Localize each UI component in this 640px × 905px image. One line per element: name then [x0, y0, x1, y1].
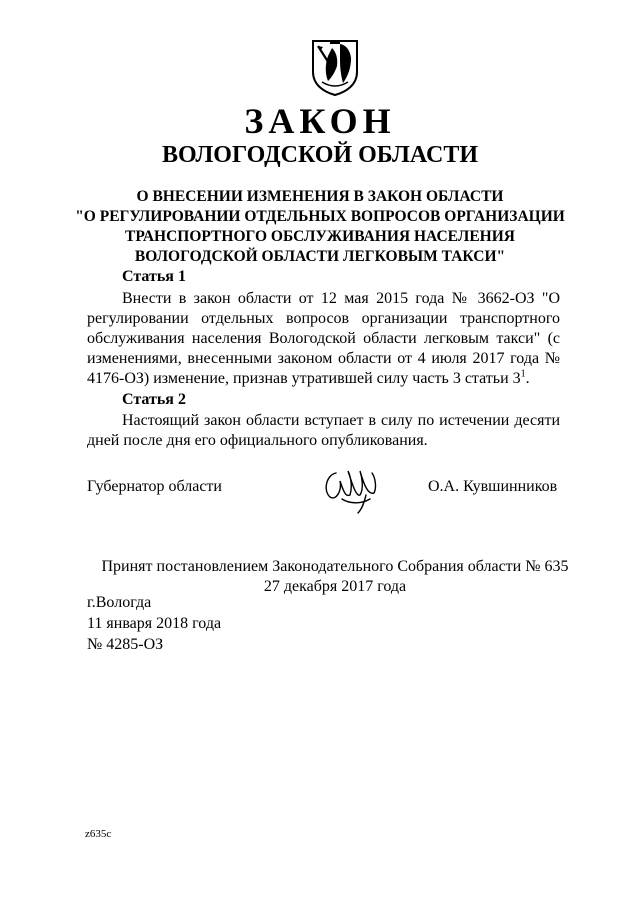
- document-code: z635c: [85, 828, 112, 840]
- footer-date: 11 января 2018 года: [87, 615, 222, 632]
- article-2-text: Настоящий закон области вступает в силу по истечении десяти дней после дня его официального опубликования.: [87, 412, 560, 449]
- footer-block: [87, 592, 221, 655]
- region-title: ВОЛОГОДСКОЙ ОБЛАСТИ: [161, 142, 479, 168]
- law-heading: [60, 187, 580, 267]
- heading-line: О ВНЕСЕНИИ ИЗМЕНЕНИЯ В ЗАКОН ОБЛАСТИ: [136, 188, 504, 205]
- article-2-title: Статья 2: [122, 391, 186, 408]
- signature-icon: [320, 465, 382, 515]
- article-1-title: Статья 1: [122, 268, 186, 285]
- article-1-text: [87, 289, 560, 389]
- article-1-superscript: 1: [520, 368, 526, 380]
- heading-line: "О РЕГУЛИРОВАНИИ ОТДЕЛЬНЫХ ВОПРОСОВ ОРГАНИЗАЦИИ: [75, 208, 565, 225]
- adoption-note: [80, 557, 590, 597]
- article-1-body: Внести в закон области от 12 мая 2015 года № 3662-ОЗ "О регулировании отдельных вопросов организации транспортного обслуживания населения Вологодской области легковым такси" (с изменениями, внесенными законом области от 4 июля 2017 года № 4176-ОЗ) изменение, признав утратившей силу часть 3 статьи 3: [87, 290, 560, 387]
- coat-of-arms-icon: [310, 38, 360, 96]
- heading-line: ВОЛОГОДСКОЙ ОБЛАСТИ ЛЕГКОВЫМ ТАКСИ": [134, 248, 506, 265]
- law-title: ЗАКОН: [244, 101, 396, 141]
- footer-number: № 4285-ОЗ: [87, 636, 164, 653]
- adoption-line: Принят постановлением Законодательного Собрания области № 635: [101, 558, 569, 575]
- article-1-end: .: [525, 370, 530, 387]
- heading-line: ТРАНСПОРТНОГО ОБСЛУЖИВАНИЯ НАСЕЛЕНИЯ: [125, 228, 515, 245]
- adoption-date: 27 декабря 2017 года: [263, 578, 407, 595]
- governor-position: Губернатор области: [87, 478, 222, 495]
- governor-name: О.А. Кувшинников: [428, 478, 558, 495]
- footer-city: г.Вологда: [87, 594, 152, 611]
